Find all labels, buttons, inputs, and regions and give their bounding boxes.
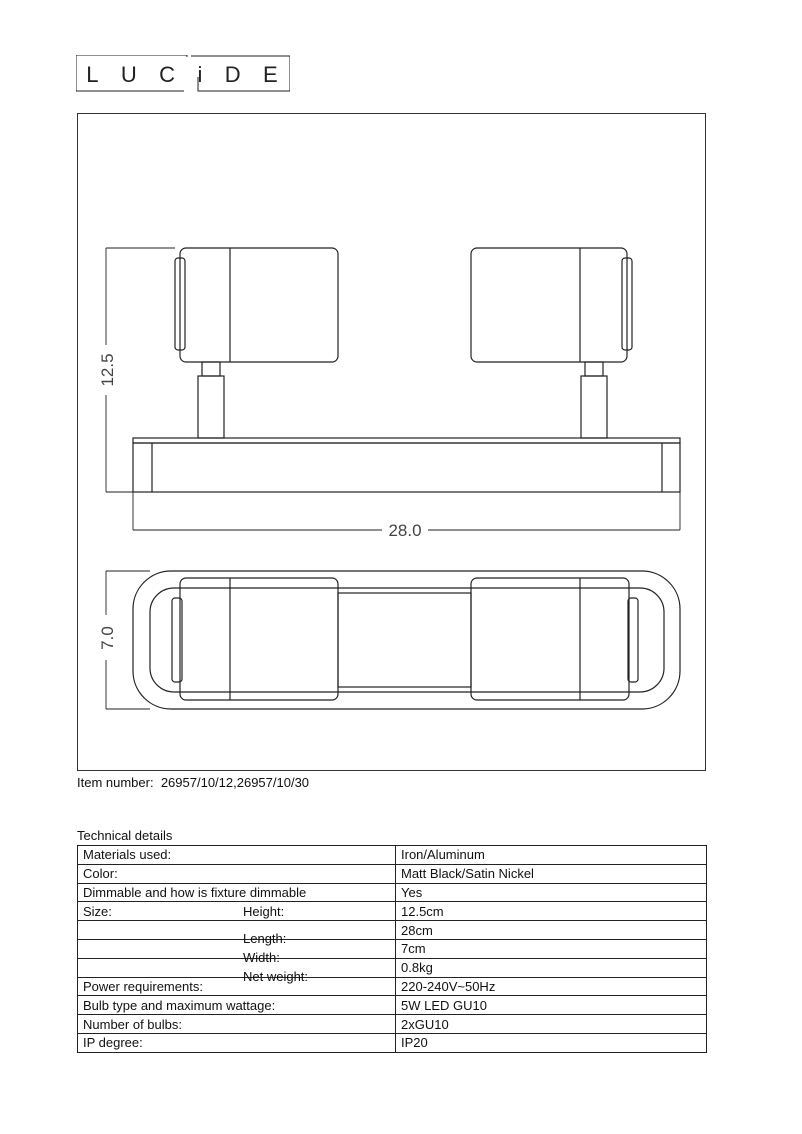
- spec-value: 0.8kg: [396, 958, 707, 977]
- spec-sublabel: Width:: [243, 949, 280, 965]
- spec-label-cell: [78, 902, 396, 921]
- spec-label-cell: [78, 958, 396, 984]
- spec-value: Iron/Aluminum: [396, 846, 707, 865]
- table-row: [78, 902, 707, 921]
- item-number: [77, 775, 309, 790]
- table-row: [78, 977, 707, 996]
- spec-label-cell: [78, 1015, 396, 1034]
- spec-label-cell: [78, 883, 396, 902]
- spec-label: Materials used:: [83, 847, 172, 863]
- logo-letter: D: [224, 62, 243, 87]
- spec-sublabel: Net weight:: [243, 968, 309, 984]
- dimension-height-label: 12.5: [98, 353, 117, 387]
- table-row: [78, 939, 707, 958]
- spec-label-cell: [78, 939, 396, 965]
- spec-label: Bulb type and maximum wattage:: [83, 997, 276, 1013]
- spec-label-cell: [78, 977, 396, 996]
- spec-value: 12.5cm: [396, 902, 707, 921]
- spec-value: 2xGU10: [396, 1015, 707, 1034]
- spec-label: IP degree:: [83, 1035, 143, 1051]
- table-row: [78, 883, 707, 902]
- logo-letter: i: [197, 62, 205, 87]
- item-number-label: Item number:: [77, 775, 154, 790]
- spec-label-cell: [78, 846, 396, 865]
- spec-label: Number of bulbs:: [83, 1016, 182, 1032]
- spec-value: IP20: [396, 1033, 707, 1052]
- logo-letter: U: [120, 62, 139, 87]
- spec-label-cell: [78, 864, 396, 883]
- spec-label: Power requirements:: [83, 978, 203, 994]
- table-row: [78, 958, 707, 977]
- table-row: [78, 1033, 707, 1052]
- spec-sublabel: Height:: [243, 903, 285, 919]
- spec-value: Yes: [396, 883, 707, 902]
- dimension-length-label: 28.0: [388, 521, 422, 540]
- technical-details-title: Technical details: [77, 828, 173, 843]
- table-row: [78, 846, 707, 865]
- spec-label-cell: [78, 921, 396, 947]
- spec-value: 7cm: [396, 939, 707, 958]
- logo-letter: L: [86, 62, 101, 87]
- item-number-value: 26957/10/12,26957/10/30: [160, 775, 310, 790]
- table-row: [78, 864, 707, 883]
- spec-label-cell: [78, 996, 396, 1015]
- spec-label-cell: [78, 1033, 396, 1052]
- spec-label: Color:: [83, 866, 118, 882]
- spec-value: Matt Black/Satin Nickel: [396, 864, 707, 883]
- logo-letter: C: [159, 62, 178, 87]
- spec-value: 5W LED GU10: [396, 996, 707, 1015]
- table-row: [78, 921, 707, 940]
- dimension-width-label: 7.0: [98, 626, 117, 650]
- side-view: [133, 248, 680, 492]
- table-row: [78, 996, 707, 1015]
- spec-label: Size:: [83, 903, 112, 919]
- spec-label: Dimmable and how is fixture dimmable: [83, 884, 307, 900]
- spec-sublabel: Length:: [243, 931, 287, 947]
- table-row: [78, 1015, 707, 1034]
- logo-letter: E: [263, 62, 280, 87]
- technical-details-table: [77, 845, 707, 1053]
- spec-value: 28cm: [396, 921, 707, 940]
- top-view: [133, 571, 680, 709]
- spec-value: 220-240V~50Hz: [396, 977, 707, 996]
- dimension-lines: [106, 248, 680, 709]
